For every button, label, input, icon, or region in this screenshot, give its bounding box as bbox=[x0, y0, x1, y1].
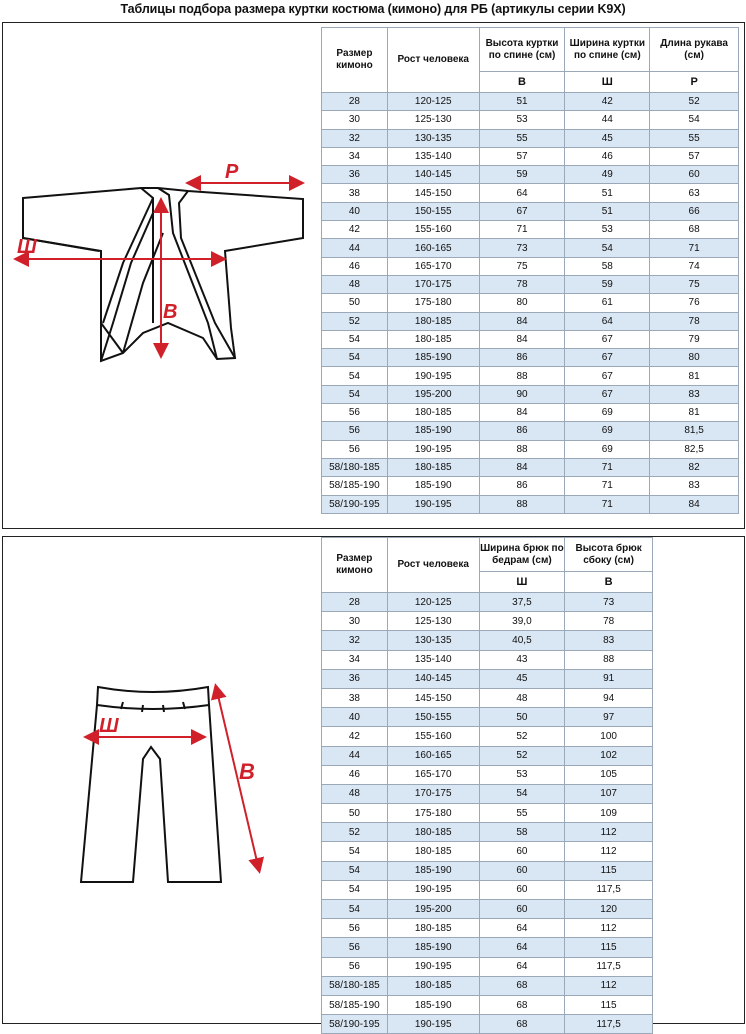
table-row bbox=[322, 976, 653, 995]
table-cell: 86 bbox=[479, 422, 565, 440]
table-cell: 90 bbox=[479, 385, 565, 403]
table-cell: 112 bbox=[565, 823, 653, 842]
table-row bbox=[322, 202, 739, 220]
table-cell: 160-165 bbox=[387, 746, 479, 765]
table-cell: 170-175 bbox=[387, 784, 479, 803]
table-cell: 150-155 bbox=[387, 202, 479, 220]
table-cell: 46 bbox=[322, 257, 388, 275]
table-cell: 125-130 bbox=[387, 612, 479, 631]
table-cell: 74 bbox=[650, 257, 739, 275]
table-cell: 88 bbox=[479, 440, 565, 458]
table-cell: 52 bbox=[479, 746, 565, 765]
table-row bbox=[322, 385, 739, 403]
table-cell: 64 bbox=[479, 957, 565, 976]
table-cell: 84 bbox=[479, 404, 565, 422]
table-cell: 175-180 bbox=[387, 294, 479, 312]
jacket-letter-sh: Ш bbox=[565, 72, 650, 93]
table-cell: 30 bbox=[322, 111, 388, 129]
table-cell: 125-130 bbox=[387, 111, 479, 129]
jacket-header-sleeve: Длина рукава (см) bbox=[650, 28, 739, 72]
table-cell: 180-185 bbox=[387, 330, 479, 348]
table-cell: 67 bbox=[565, 330, 650, 348]
table-cell: 190-195 bbox=[387, 495, 479, 513]
table-row bbox=[322, 440, 739, 458]
table-cell: 115 bbox=[565, 995, 653, 1014]
table-cell: 56 bbox=[322, 422, 388, 440]
table-row bbox=[322, 804, 653, 823]
jacket-diagram bbox=[3, 23, 323, 528]
table-row bbox=[322, 995, 653, 1014]
table-cell: 45 bbox=[565, 129, 650, 147]
table-row bbox=[322, 727, 653, 746]
table-cell: 67 bbox=[479, 202, 565, 220]
table-cell: 53 bbox=[479, 765, 565, 784]
table-cell: 42 bbox=[565, 93, 650, 111]
table-row bbox=[322, 257, 739, 275]
table-cell: 130-135 bbox=[387, 631, 479, 650]
table-cell: 140-145 bbox=[387, 166, 479, 184]
table-cell: 50 bbox=[322, 294, 388, 312]
table-cell: 120-125 bbox=[387, 593, 479, 612]
table-cell: 53 bbox=[565, 221, 650, 239]
table-cell: 69 bbox=[565, 404, 650, 422]
table-cell: 69 bbox=[565, 440, 650, 458]
table-cell: 60 bbox=[479, 842, 565, 861]
pants-letter-v: В bbox=[565, 572, 653, 593]
table-cell: 130-135 bbox=[387, 129, 479, 147]
table-cell: 54 bbox=[322, 385, 388, 403]
table-row bbox=[322, 708, 653, 727]
table-cell: 54 bbox=[650, 111, 739, 129]
table-row bbox=[322, 919, 653, 938]
pants-letter-sh: Ш bbox=[479, 572, 565, 593]
table-cell: 120-125 bbox=[387, 93, 479, 111]
table-cell: 54 bbox=[479, 784, 565, 803]
table-cell: 58/180-185 bbox=[322, 458, 388, 476]
table-row bbox=[322, 349, 739, 367]
table-cell: 86 bbox=[479, 349, 565, 367]
table-cell: 175-180 bbox=[387, 804, 479, 823]
table-cell: 46 bbox=[322, 765, 388, 784]
table-cell: 81 bbox=[650, 404, 739, 422]
table-row bbox=[322, 275, 739, 293]
table-row bbox=[322, 765, 653, 784]
table-row bbox=[322, 612, 653, 631]
table-cell: 84 bbox=[479, 458, 565, 476]
table-cell: 64 bbox=[565, 312, 650, 330]
table-cell: 86 bbox=[479, 477, 565, 495]
table-row bbox=[322, 184, 739, 202]
table-cell: 34 bbox=[322, 650, 388, 669]
table-cell: 52 bbox=[650, 93, 739, 111]
table-cell: 59 bbox=[565, 275, 650, 293]
table-row bbox=[322, 495, 739, 513]
table-cell: 88 bbox=[479, 495, 565, 513]
table-cell: 58/185-190 bbox=[322, 995, 388, 1014]
table-cell: 50 bbox=[479, 708, 565, 727]
pants-panel bbox=[2, 536, 745, 1030]
table-cell: 91 bbox=[565, 669, 653, 688]
table-cell: 185-190 bbox=[387, 995, 479, 1014]
table-cell: 185-190 bbox=[387, 938, 479, 957]
table-cell: 54 bbox=[322, 880, 388, 899]
table-cell: 97 bbox=[565, 708, 653, 727]
table-cell: 48 bbox=[322, 275, 388, 293]
table-cell: 58/190-195 bbox=[322, 495, 388, 513]
table-cell: 190-195 bbox=[387, 957, 479, 976]
table-row bbox=[322, 147, 739, 165]
table-cell: 180-185 bbox=[387, 842, 479, 861]
jacket-size-table bbox=[321, 27, 739, 514]
table-cell: 54 bbox=[322, 842, 388, 861]
table-cell: 58/190-195 bbox=[322, 1015, 388, 1034]
table-cell: 52 bbox=[479, 727, 565, 746]
table-cell: 69 bbox=[565, 422, 650, 440]
table-cell: 51 bbox=[479, 93, 565, 111]
table-cell: 112 bbox=[565, 919, 653, 938]
table-cell: 64 bbox=[479, 938, 565, 957]
table-cell: 83 bbox=[650, 477, 739, 495]
table-cell: 44 bbox=[565, 111, 650, 129]
table-cell: 102 bbox=[565, 746, 653, 765]
table-cell: 40 bbox=[322, 708, 388, 727]
table-cell: 81 bbox=[650, 367, 739, 385]
table-cell: 180-185 bbox=[387, 976, 479, 995]
table-cell: 180-185 bbox=[387, 312, 479, 330]
table-cell: 71 bbox=[650, 239, 739, 257]
table-cell: 107 bbox=[565, 784, 653, 803]
table-cell: 88 bbox=[565, 650, 653, 669]
table-cell: 40,5 bbox=[479, 631, 565, 650]
table-cell: 135-140 bbox=[387, 147, 479, 165]
table-cell: 190-195 bbox=[387, 367, 479, 385]
table-cell: 39,0 bbox=[479, 612, 565, 631]
table-cell: 82,5 bbox=[650, 440, 739, 458]
table-cell: 100 bbox=[565, 727, 653, 746]
table-cell: 60 bbox=[479, 880, 565, 899]
table-row bbox=[322, 458, 739, 476]
pants-header-height: Рост человека bbox=[387, 538, 479, 593]
table-cell: 80 bbox=[650, 349, 739, 367]
table-row bbox=[322, 669, 653, 688]
table-cell: 43 bbox=[479, 650, 565, 669]
table-cell: 78 bbox=[479, 275, 565, 293]
table-cell: 42 bbox=[322, 221, 388, 239]
pants-header-size: Размер кимоно bbox=[322, 538, 388, 593]
table-row bbox=[322, 842, 653, 861]
table-cell: 115 bbox=[565, 938, 653, 957]
table-cell: 117,5 bbox=[565, 880, 653, 899]
pants-diagram bbox=[3, 537, 323, 1023]
table-cell: 82 bbox=[650, 458, 739, 476]
table-cell: 117,5 bbox=[565, 957, 653, 976]
table-cell: 105 bbox=[565, 765, 653, 784]
table-cell: 36 bbox=[322, 166, 388, 184]
table-cell: 51 bbox=[565, 202, 650, 220]
jacket-letter-v: В bbox=[479, 72, 565, 93]
table-row bbox=[322, 938, 653, 957]
table-row bbox=[322, 312, 739, 330]
table-row bbox=[322, 957, 653, 976]
table-cell: 68 bbox=[479, 1015, 565, 1034]
table-cell: 60 bbox=[479, 861, 565, 880]
table-cell: 32 bbox=[322, 631, 388, 650]
table-cell: 46 bbox=[565, 147, 650, 165]
table-cell: 117,5 bbox=[565, 1015, 653, 1034]
table-row bbox=[322, 166, 739, 184]
table-cell: 68 bbox=[479, 976, 565, 995]
table-cell: 59 bbox=[479, 166, 565, 184]
table-cell: 42 bbox=[322, 727, 388, 746]
table-cell: 150-155 bbox=[387, 708, 479, 727]
table-cell: 64 bbox=[479, 919, 565, 938]
table-cell: 71 bbox=[565, 495, 650, 513]
jacket-header-height: Рост человека bbox=[387, 28, 479, 93]
table-cell: 51 bbox=[565, 184, 650, 202]
table-cell: 160-165 bbox=[387, 239, 479, 257]
table-cell: 68 bbox=[479, 995, 565, 1014]
table-cell: 54 bbox=[322, 367, 388, 385]
table-row bbox=[322, 784, 653, 803]
table-cell: 76 bbox=[650, 294, 739, 312]
table-cell: 120 bbox=[565, 900, 653, 919]
pants-header-width: Ширина брюк по бедрам (см) bbox=[479, 538, 565, 572]
table-cell: 135-140 bbox=[387, 650, 479, 669]
table-cell: 56 bbox=[322, 938, 388, 957]
table-cell: 61 bbox=[565, 294, 650, 312]
table-cell: 54 bbox=[565, 239, 650, 257]
table-cell: 109 bbox=[565, 804, 653, 823]
table-cell: 49 bbox=[565, 166, 650, 184]
table-cell: 75 bbox=[650, 275, 739, 293]
table-cell: 58/180-185 bbox=[322, 976, 388, 995]
table-cell: 44 bbox=[322, 746, 388, 765]
table-cell: 67 bbox=[565, 367, 650, 385]
table-row bbox=[322, 631, 653, 650]
table-cell: 28 bbox=[322, 593, 388, 612]
table-cell: 190-195 bbox=[387, 1015, 479, 1034]
table-cell: 79 bbox=[650, 330, 739, 348]
table-cell: 71 bbox=[565, 458, 650, 476]
pants-size-table bbox=[321, 537, 653, 1034]
table-cell: 60 bbox=[479, 900, 565, 919]
table-cell: 56 bbox=[322, 957, 388, 976]
table-cell: 58 bbox=[565, 257, 650, 275]
table-row bbox=[322, 688, 653, 707]
table-cell: 54 bbox=[322, 900, 388, 919]
table-row bbox=[322, 111, 739, 129]
jacket-header-size: Размер кимоно bbox=[322, 28, 388, 93]
table-row bbox=[322, 823, 653, 842]
table-cell: 28 bbox=[322, 93, 388, 111]
table-cell: 57 bbox=[650, 147, 739, 165]
table-cell: 145-150 bbox=[387, 688, 479, 707]
table-cell: 190-195 bbox=[387, 440, 479, 458]
jacket-header-back-height: Высота куртки по спине (см) bbox=[479, 28, 565, 72]
jacket-letter-p: Р bbox=[650, 72, 739, 93]
table-cell: 67 bbox=[565, 349, 650, 367]
table-row bbox=[322, 861, 653, 880]
table-cell: 34 bbox=[322, 147, 388, 165]
table-cell: 38 bbox=[322, 688, 388, 707]
table-row bbox=[322, 650, 653, 669]
table-cell: 165-170 bbox=[387, 257, 479, 275]
table-cell: 63 bbox=[650, 184, 739, 202]
table-row bbox=[322, 294, 739, 312]
table-cell: 60 bbox=[650, 166, 739, 184]
jacket-header-back-width: Ширина куртки по спине (см) bbox=[565, 28, 650, 72]
table-cell: 185-190 bbox=[387, 477, 479, 495]
table-cell: 140-145 bbox=[387, 669, 479, 688]
pants-label-sh: Ш bbox=[99, 715, 119, 737]
table-row bbox=[322, 746, 653, 765]
table-cell: 73 bbox=[565, 593, 653, 612]
table-cell: 84 bbox=[479, 330, 565, 348]
table-cell: 180-185 bbox=[387, 458, 479, 476]
table-cell: 56 bbox=[322, 919, 388, 938]
table-cell: 71 bbox=[565, 477, 650, 495]
table-cell: 54 bbox=[322, 330, 388, 348]
table-cell: 50 bbox=[322, 804, 388, 823]
table-cell: 155-160 bbox=[387, 727, 479, 746]
table-row bbox=[322, 239, 739, 257]
table-cell: 32 bbox=[322, 129, 388, 147]
pants-header-side-height: Высота брюк сбоку (см) bbox=[565, 538, 653, 572]
table-cell: 190-195 bbox=[387, 880, 479, 899]
table-cell: 56 bbox=[322, 404, 388, 422]
table-cell: 45 bbox=[479, 669, 565, 688]
table-row bbox=[322, 900, 653, 919]
table-row bbox=[322, 593, 653, 612]
table-cell: 55 bbox=[650, 129, 739, 147]
table-cell: 54 bbox=[322, 349, 388, 367]
table-cell: 180-185 bbox=[387, 823, 479, 842]
table-row bbox=[322, 367, 739, 385]
table-cell: 58 bbox=[479, 823, 565, 842]
table-row bbox=[322, 404, 739, 422]
table-cell: 53 bbox=[479, 111, 565, 129]
label-sh: Ш bbox=[17, 236, 37, 258]
table-cell: 68 bbox=[650, 221, 739, 239]
table-cell: 66 bbox=[650, 202, 739, 220]
table-cell: 55 bbox=[479, 129, 565, 147]
table-cell: 30 bbox=[322, 612, 388, 631]
table-cell: 84 bbox=[479, 312, 565, 330]
table-cell: 54 bbox=[322, 861, 388, 880]
table-cell: 36 bbox=[322, 669, 388, 688]
table-row bbox=[322, 880, 653, 899]
table-cell: 83 bbox=[650, 385, 739, 403]
table-cell: 73 bbox=[479, 239, 565, 257]
table-cell: 145-150 bbox=[387, 184, 479, 202]
table-cell: 71 bbox=[479, 221, 565, 239]
table-cell: 40 bbox=[322, 202, 388, 220]
page-title: Таблицы подбора размера куртки костюма (кимоно) для РБ (артикулы серии K9X) bbox=[120, 2, 626, 16]
table-cell: 170-175 bbox=[387, 275, 479, 293]
table-cell: 185-190 bbox=[387, 349, 479, 367]
table-cell: 83 bbox=[565, 631, 653, 650]
table-row bbox=[322, 129, 739, 147]
jacket-panel bbox=[2, 22, 745, 529]
table-cell: 94 bbox=[565, 688, 653, 707]
table-cell: 52 bbox=[322, 312, 388, 330]
table-row bbox=[322, 221, 739, 239]
table-cell: 88 bbox=[479, 367, 565, 385]
table-cell: 37,5 bbox=[479, 593, 565, 612]
table-cell: 64 bbox=[479, 184, 565, 202]
table-cell: 185-190 bbox=[387, 422, 479, 440]
table-row bbox=[322, 330, 739, 348]
table-cell: 48 bbox=[322, 784, 388, 803]
table-cell: 155-160 bbox=[387, 221, 479, 239]
table-cell: 52 bbox=[322, 823, 388, 842]
table-cell: 56 bbox=[322, 440, 388, 458]
jacket-outline bbox=[23, 188, 303, 361]
table-cell: 44 bbox=[322, 239, 388, 257]
pants-label-v: В bbox=[239, 759, 255, 784]
table-cell: 55 bbox=[479, 804, 565, 823]
table-cell: 180-185 bbox=[387, 404, 479, 422]
table-cell: 185-190 bbox=[387, 861, 479, 880]
table-row bbox=[322, 422, 739, 440]
table-cell: 81,5 bbox=[650, 422, 739, 440]
table-row bbox=[322, 1015, 653, 1034]
table-cell: 112 bbox=[565, 976, 653, 995]
table-cell: 57 bbox=[479, 147, 565, 165]
table-cell: 112 bbox=[565, 842, 653, 861]
table-cell: 180-185 bbox=[387, 919, 479, 938]
table-row bbox=[322, 477, 739, 495]
table-cell: 78 bbox=[650, 312, 739, 330]
table-cell: 67 bbox=[565, 385, 650, 403]
table-row bbox=[322, 93, 739, 111]
table-cell: 48 bbox=[479, 688, 565, 707]
table-cell: 80 bbox=[479, 294, 565, 312]
table-cell: 165-170 bbox=[387, 765, 479, 784]
table-cell: 195-200 bbox=[387, 900, 479, 919]
table-cell: 84 bbox=[650, 495, 739, 513]
table-cell: 58/185-190 bbox=[322, 477, 388, 495]
table-cell: 78 bbox=[565, 612, 653, 631]
table-cell: 195-200 bbox=[387, 385, 479, 403]
table-cell: 115 bbox=[565, 861, 653, 880]
label-p: Р bbox=[225, 161, 239, 183]
table-cell: 75 bbox=[479, 257, 565, 275]
table-cell: 38 bbox=[322, 184, 388, 202]
label-v: В bbox=[163, 301, 178, 323]
